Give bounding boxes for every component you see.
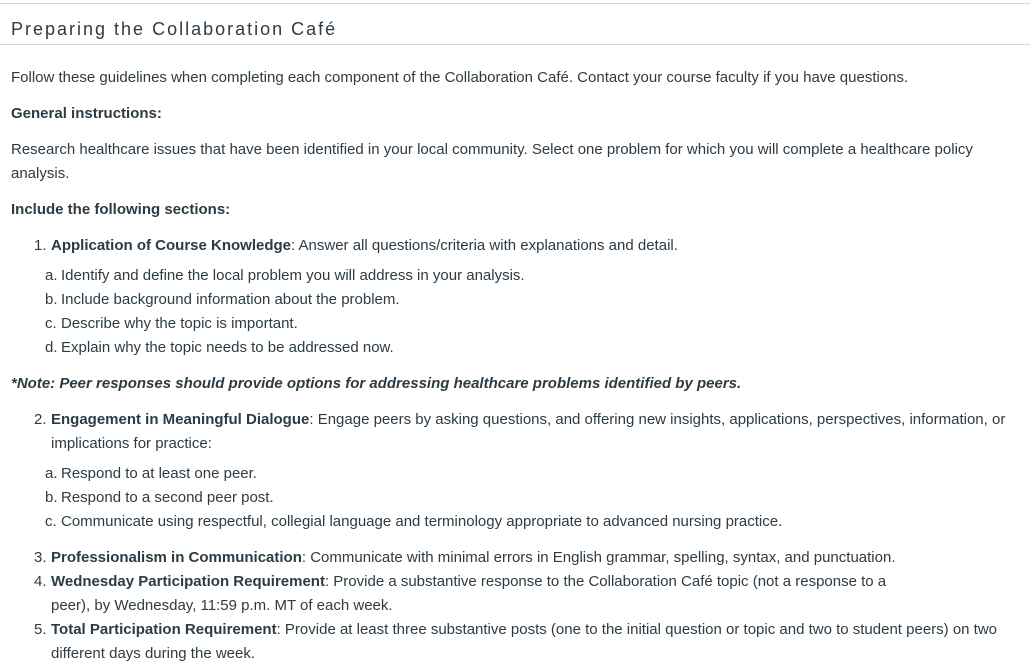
sections-list	[11, 234, 1026, 360]
page-content	[11, 66, 1026, 666]
item-text: : Answer all questions/criteria with explanations and detail.	[291, 237, 678, 254]
list-item	[34, 408, 1026, 534]
top-divider	[0, 3, 1030, 4]
item-number: 2.	[34, 411, 47, 428]
item-number: 5.	[34, 621, 47, 638]
item-text: : Communicate with minimal errors in English grammar, spelling, syntax, and punctuation.	[301, 549, 896, 566]
list-item	[34, 618, 1026, 666]
item-text: : Provide a substantive response to the Collaboration Café topic (not a response to a peer), by Wednesday, 11:59 p.m. MT of each week.	[51, 573, 887, 614]
sections-label: Include the following sections:	[11, 201, 231, 218]
sub-list-item: c. Communicate using respectful, collegial language and terminology appropriate to advanced nursing practice.	[45, 513, 783, 530]
general-instructions-text: Research healthcare issues that have been identified in your local community. Select one problem for which you will complete a healthcare policy analysis.	[11, 141, 973, 182]
item-number: 4.	[34, 573, 47, 590]
item-title: Engagement in Meaningful Dialogue	[51, 411, 310, 428]
item-title: Wednesday Participation Requirement	[51, 573, 325, 590]
item-title: Professionalism in Communication	[51, 549, 302, 566]
list-item	[34, 234, 1026, 360]
sub-list-item: b. Include background information about the problem.	[45, 291, 400, 308]
sub-list	[45, 264, 1026, 360]
peer-note: *Note: Peer responses should provide options for addressing healthcare problems identified by peers.	[11, 375, 742, 392]
page-title: Preparing the Collaboration Café	[11, 19, 338, 39]
sub-list-item: b. Respond to a second peer post.	[45, 489, 274, 506]
sub-list	[45, 462, 1026, 534]
item-number: 1.	[34, 237, 47, 254]
item-title: Application of Course Knowledge	[51, 237, 292, 254]
sub-list-item: d. Explain why the topic needs to be addressed now.	[45, 339, 394, 356]
item-text: : Provide at least three substantive posts (one to the initial question or topic and two to student peers) on two different days during the week.	[51, 621, 998, 662]
item-number: 3.	[34, 549, 47, 566]
intro-paragraph: Follow these guidelines when completing each component of the Collaboration Café. Contact your course faculty if you have questions.	[11, 69, 909, 86]
sub-list-item: c. Describe why the topic is important.	[45, 315, 298, 332]
title-divider	[0, 44, 1030, 45]
item-text: : Engage peers by asking questions, and offering new insights, applications, perspectives, information, or implications for practice:	[51, 411, 1006, 452]
list-item	[34, 570, 1026, 618]
general-instructions-label: General instructions:	[11, 105, 162, 122]
sub-list-item: a. Respond to at least one peer.	[45, 465, 257, 482]
list-item	[34, 546, 1026, 570]
item-title: Total Participation Requirement	[51, 621, 277, 638]
sections-list-continued	[11, 408, 1026, 666]
sub-list-item: a. Identify and define the local problem you will address in your analysis.	[45, 267, 525, 284]
